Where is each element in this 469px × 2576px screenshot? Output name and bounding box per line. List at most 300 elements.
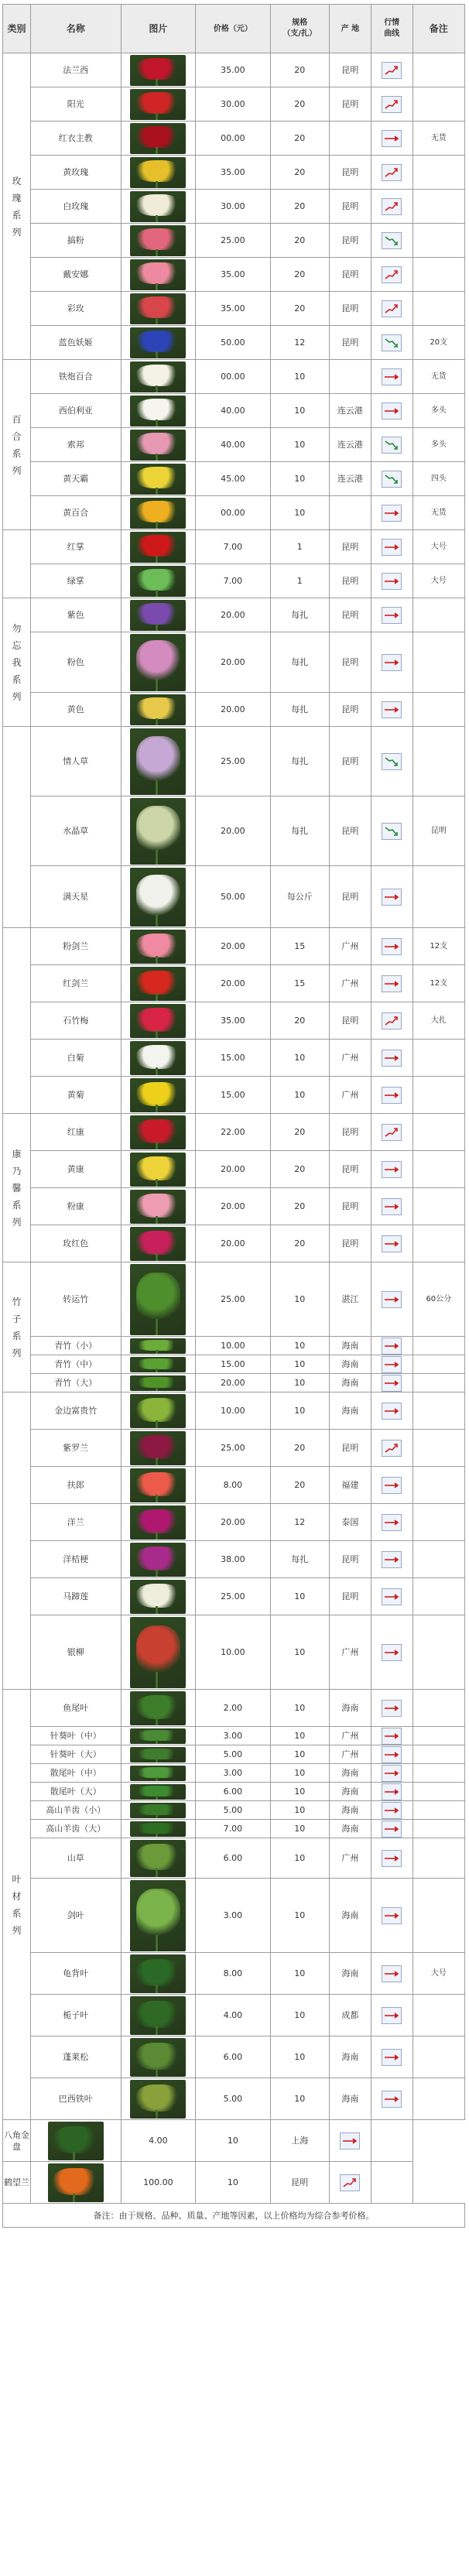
table-row: [3, 258, 465, 292]
flower-spec: 12: [270, 326, 329, 360]
flower-photo: [130, 464, 186, 495]
flower-photo-cell: [121, 598, 196, 632]
trend-flat-icon[interactable]: [382, 402, 402, 420]
flower-note: [413, 1114, 464, 1151]
flower-origin: 连云港: [329, 394, 371, 428]
flower-spec: 10: [270, 1355, 329, 1374]
table-row: [3, 1392, 465, 1430]
trend-flat-icon[interactable]: [382, 1802, 402, 1819]
flower-name: 情人草: [30, 727, 121, 796]
flower-price: 22.00: [196, 1114, 271, 1151]
trend-flat-icon[interactable]: [382, 2049, 402, 2066]
trend-flat-icon[interactable]: [382, 1087, 402, 1104]
flower-spec: 10: [270, 1879, 329, 1953]
trend-flat-icon[interactable]: [382, 1235, 402, 1252]
flower-note: [413, 292, 464, 326]
flower-note: [413, 693, 464, 727]
trend-flat-icon[interactable]: [382, 1050, 402, 1067]
trend-flat-icon[interactable]: [382, 2091, 402, 2108]
flower-photo: [130, 430, 186, 461]
trend-flat-icon[interactable]: [382, 1588, 402, 1605]
flower-note: [413, 1838, 464, 1879]
header-image: 图片: [121, 5, 196, 53]
trend-flat-icon[interactable]: [382, 1644, 402, 1661]
flower-photo: [130, 2080, 186, 2119]
table-row: [3, 1374, 465, 1392]
flower-spec: 10: [270, 428, 329, 462]
flower-name: 高山羊齿（大）: [30, 1820, 121, 1838]
flower-name: 黄百合: [30, 496, 121, 530]
category-cell: [3, 1114, 31, 1262]
flower-price: 38.00: [196, 1541, 271, 1578]
flower-price: 4.00: [121, 2120, 196, 2162]
trend-cell: [371, 224, 413, 258]
flower-photo-cell: [121, 1995, 196, 2036]
flower-spec: 12: [270, 1504, 329, 1541]
flower-photo-cell: [121, 1578, 196, 1615]
flower-note: [413, 1467, 464, 1504]
trend-cell: [371, 1727, 413, 1745]
flower-photo: [130, 1580, 186, 1614]
table-row: [3, 87, 465, 122]
flower-name: 铁炮百合: [30, 360, 121, 394]
flower-spec: 20: [270, 292, 329, 326]
flower-name: 红衣主教: [30, 122, 121, 156]
trend-flat-icon[interactable]: [382, 938, 402, 955]
flower-name: 蓬莱松: [30, 2036, 121, 2078]
flower-note: [413, 2036, 464, 2078]
table-row: [3, 1783, 465, 1801]
flower-name: 黄菊: [30, 1077, 121, 1114]
flower-spec: 10: [196, 2162, 271, 2204]
flower-spec: 每公斤: [270, 866, 329, 928]
table-row: [3, 394, 465, 428]
flower-note: [413, 1374, 464, 1392]
flower-name: 山草: [30, 1838, 121, 1879]
flower-spec: 20: [270, 1151, 329, 1188]
flower-origin: 昆明: [329, 326, 371, 360]
flower-photo-cell: [121, 360, 196, 394]
flower-price-table: [2, 4, 465, 2228]
flower-name: 剑叶: [30, 1879, 121, 1953]
flower-photo-cell: [121, 530, 196, 564]
table-row: [3, 1002, 465, 1040]
trend-up-icon[interactable]: [382, 1012, 402, 1029]
flower-photo-cell: [121, 462, 196, 496]
trend-flat-icon[interactable]: [382, 1514, 402, 1531]
table-row: [3, 156, 465, 190]
flower-name: 鹤望兰: [3, 2162, 31, 2204]
flower-photo-cell: [121, 693, 196, 727]
trend-up-icon[interactable]: [382, 1440, 402, 1457]
flower-photo-cell: [121, 2078, 196, 2120]
flower-price: 15.00: [196, 1040, 271, 1077]
flower-spec: 10: [270, 1995, 329, 2036]
trend-up-icon[interactable]: [382, 300, 402, 317]
trend-flat-icon[interactable]: [382, 573, 402, 590]
category-cell: [3, 1262, 31, 1392]
trend-flat-icon[interactable]: [382, 1850, 402, 1867]
flower-note: 四头: [413, 462, 464, 496]
flower-note: 多头: [413, 394, 464, 428]
flower-price: 00.00: [196, 122, 271, 156]
trend-flat-icon[interactable]: [382, 1907, 402, 1924]
trend-flat-icon[interactable]: [382, 975, 402, 992]
flower-note: [413, 53, 464, 87]
flower-note: [413, 1764, 464, 1783]
flower-origin: 昆明: [329, 632, 371, 693]
trend-down-icon[interactable]: [382, 823, 402, 840]
flower-photo: [130, 327, 186, 358]
flower-origin: 广州: [329, 1615, 371, 1690]
trend-flat-icon[interactable]: [382, 130, 402, 147]
flower-note: 20支: [413, 326, 464, 360]
flower-price: 35.00: [196, 292, 271, 326]
trend-flat-icon[interactable]: [382, 1161, 402, 1178]
flower-photo: [48, 2122, 104, 2160]
flower-name: 散尾叶（大）: [30, 1783, 121, 1801]
flower-origin: 广州: [329, 1838, 371, 1879]
trend-cell: [371, 122, 413, 156]
trend-down-icon[interactable]: [382, 753, 402, 770]
flower-spec: 10: [270, 1801, 329, 1820]
flower-price: 8.00: [196, 1467, 271, 1504]
trend-flat-icon[interactable]: [382, 1338, 402, 1355]
flower-spec: 10: [270, 1077, 329, 1114]
flower-note: [413, 156, 464, 190]
trend-flat-icon[interactable]: [382, 1700, 402, 1717]
trend-flat-icon[interactable]: [382, 1403, 402, 1420]
trend-down-icon[interactable]: [382, 471, 402, 488]
flower-photo: [130, 694, 186, 725]
trend-flat-icon[interactable]: [382, 505, 402, 522]
trend-flat-icon[interactable]: [382, 1821, 402, 1838]
table-row: [3, 796, 465, 866]
flower-price: 00.00: [196, 496, 271, 530]
trend-flat-icon[interactable]: [382, 1477, 402, 1494]
flower-origin: 昆明: [329, 866, 371, 928]
flower-price: 20.00: [196, 965, 271, 1002]
flower-note: 大号: [413, 1953, 464, 1995]
flower-origin: 广州: [329, 1745, 371, 1764]
flower-spec: 10: [270, 2078, 329, 2120]
flower-photo-cell: [121, 292, 196, 326]
flower-origin: 昆明: [270, 2162, 329, 2204]
flower-origin: 昆明: [329, 53, 371, 87]
flower-spec: 10: [270, 1764, 329, 1783]
flower-photo: [130, 1880, 186, 1951]
flower-note: 大号: [413, 530, 464, 564]
flower-name: 针葵叶（中）: [30, 1727, 121, 1745]
flower-photo: [130, 1821, 186, 1837]
trend-cell: [371, 1801, 413, 1820]
trend-down-icon[interactable]: [382, 437, 402, 454]
flower-photo-cell: [121, 1262, 196, 1337]
trend-cell: [371, 87, 413, 122]
flower-spec: 10: [270, 394, 329, 428]
flower-photo-cell: [121, 1820, 196, 1838]
table-row: [3, 1114, 465, 1151]
flower-note: [413, 1430, 464, 1467]
flower-name: 阳光: [30, 87, 121, 122]
flower-price: 20.00: [196, 1151, 271, 1188]
flower-price: 2.00: [196, 1690, 271, 1727]
category-label: 叶材系列: [12, 1873, 22, 1936]
flower-origin: 广州: [329, 928, 371, 965]
trend-up-icon[interactable]: [382, 266, 402, 283]
table-row: [3, 326, 465, 360]
trend-flat-icon[interactable]: [382, 2007, 402, 2024]
flower-spec: 10: [270, 1727, 329, 1745]
flower-photo-cell: [121, 1764, 196, 1783]
flower-note: 多头: [413, 428, 464, 462]
category-label: 康乃馨系列: [12, 1148, 22, 1228]
flower-price: 20.00: [196, 632, 271, 693]
flower-photo-cell: [121, 1188, 196, 1225]
trend-flat-icon[interactable]: [382, 1356, 402, 1373]
flower-price: 15.00: [196, 1077, 271, 1114]
table-row: [3, 598, 465, 632]
flower-spec: 20: [270, 122, 329, 156]
flower-photo: [130, 1954, 186, 1993]
flower-origin: 海南: [329, 1355, 371, 1374]
trend-flat-icon[interactable]: [382, 1746, 402, 1763]
trend-cell: [371, 1953, 413, 1995]
trend-flat-icon[interactable]: [340, 2132, 360, 2150]
flower-spec: 20: [270, 87, 329, 122]
flower-photo-cell: [121, 1225, 196, 1262]
header-spec: [270, 5, 329, 53]
flower-name: 紫罗兰: [30, 1430, 121, 1467]
flower-origin: 昆明: [329, 693, 371, 727]
flower-photo: [130, 1543, 186, 1577]
trend-up-icon[interactable]: [382, 62, 402, 79]
flower-photo: [130, 1227, 186, 1261]
flower-photo: [48, 2163, 104, 2202]
trend-flat-icon[interactable]: [382, 654, 402, 671]
trend-cell: [371, 1690, 413, 1727]
category-cell: [3, 727, 31, 928]
flower-origin: 海南: [329, 1337, 371, 1355]
flower-origin: 昆明: [329, 1225, 371, 1262]
flower-note: 12支: [413, 965, 464, 1002]
trend-flat-icon[interactable]: [382, 1375, 402, 1392]
flower-price: 20.00: [196, 1188, 271, 1225]
flower-origin: 上海: [270, 2120, 329, 2162]
flower-photo-cell: [121, 1467, 196, 1504]
flower-price: 20.00: [196, 1504, 271, 1541]
trend-cell: [371, 866, 413, 928]
table-row: [3, 360, 465, 394]
flower-price: 5.00: [196, 2078, 271, 2120]
trend-down-icon[interactable]: [382, 232, 402, 249]
flower-photo-cell: [121, 190, 196, 224]
trend-cell: [329, 2162, 371, 2204]
flower-name: 洋桔梗: [30, 1541, 121, 1578]
flower-price: 00.00: [196, 360, 271, 394]
table-row: [3, 1188, 465, 1225]
flower-price: 6.00: [196, 1838, 271, 1879]
table-row: [3, 1838, 465, 1879]
trend-cell: [371, 1467, 413, 1504]
flower-note: [413, 598, 464, 632]
trend-flat-icon[interactable]: [382, 889, 402, 906]
flower-note: [371, 2162, 413, 2204]
flower-photo: [130, 1394, 186, 1428]
flower-photo-cell: [121, 1838, 196, 1879]
header-category: 类别: [3, 5, 31, 53]
flower-photo: [130, 2038, 186, 2077]
flower-name: 扶郎: [30, 1467, 121, 1504]
flower-spec: 10: [270, 462, 329, 496]
flower-photo-cell: [121, 1355, 196, 1374]
header-note: 备注: [413, 5, 464, 53]
flower-photo: [130, 1996, 186, 2035]
flower-photo-cell: [121, 1374, 196, 1392]
flower-price: 25.00: [196, 1578, 271, 1615]
flower-photo-cell: [121, 1114, 196, 1151]
trend-cell: [371, 190, 413, 224]
flower-photo-cell: [121, 326, 196, 360]
flower-spec: 20: [270, 53, 329, 87]
trend-cell: [371, 1430, 413, 1467]
flower-name: 高山羊齿（小）: [30, 1801, 121, 1820]
flower-photo: [130, 798, 186, 865]
trend-flat-icon[interactable]: [382, 1551, 402, 1568]
trend-up-icon[interactable]: [382, 164, 402, 181]
trend-flat-icon[interactable]: [382, 1965, 402, 1982]
trend-cell: [371, 1077, 413, 1114]
flower-origin: 昆明: [329, 1188, 371, 1225]
flower-price: 35.00: [196, 156, 271, 190]
trend-up-icon[interactable]: [340, 2174, 360, 2191]
flower-spec: 10: [270, 1392, 329, 1430]
flower-origin: 湛江: [329, 1262, 371, 1337]
flower-origin: 连云港: [329, 462, 371, 496]
flower-note: [413, 1355, 464, 1374]
trend-cell: [371, 796, 413, 866]
flower-origin: 海南: [329, 1764, 371, 1783]
flower-price: 8.00: [196, 1953, 271, 1995]
flower-spec: 20: [270, 1467, 329, 1504]
trend-cell: [371, 2078, 413, 2120]
trend-cell: [371, 1355, 413, 1374]
flower-photo: [130, 600, 186, 631]
flower-note: [413, 1783, 464, 1801]
flower-photo: [130, 1041, 186, 1075]
flower-photo: [130, 1784, 186, 1800]
flower-price: 25.00: [196, 1262, 271, 1337]
trend-flat-icon[interactable]: [382, 368, 402, 385]
flower-photo: [130, 930, 186, 964]
trend-down-icon[interactable]: [382, 334, 402, 351]
flower-photo: [130, 1078, 186, 1112]
trend-flat-icon[interactable]: [382, 1765, 402, 1782]
flower-name: 巴西铁叶: [30, 2078, 121, 2120]
flower-name: 粉康: [30, 1188, 121, 1225]
flower-note: [413, 1801, 464, 1820]
table-row: [3, 224, 465, 258]
trend-flat-icon[interactable]: [382, 607, 402, 624]
table-row: [3, 1225, 465, 1262]
flower-photo: [130, 1264, 186, 1335]
flower-photo: [130, 89, 186, 120]
trend-flat-icon[interactable]: [382, 1291, 402, 1308]
trend-cell: [371, 564, 413, 598]
flower-origin: 昆明: [329, 258, 371, 292]
flower-origin: 海南: [329, 1783, 371, 1801]
trend-flat-icon[interactable]: [382, 539, 402, 556]
trend-cell: [371, 1783, 413, 1801]
flower-spec: 10: [270, 360, 329, 394]
trend-flat-icon[interactable]: [382, 701, 402, 718]
table-row: [3, 928, 465, 965]
flower-photo: [130, 1840, 186, 1877]
flower-photo-cell: [121, 394, 196, 428]
trend-cell: [371, 1040, 413, 1077]
flower-origin: 昆明: [329, 1151, 371, 1188]
flower-spec: 15: [270, 965, 329, 1002]
flower-note: 无货: [413, 122, 464, 156]
flower-name: 白菊: [30, 1040, 121, 1077]
flower-photo-cell: [121, 1953, 196, 1995]
trend-cell: [371, 928, 413, 965]
table-row: [3, 462, 465, 496]
trend-up-icon[interactable]: [382, 1124, 402, 1141]
flower-price: 7.00: [196, 564, 271, 598]
trend-flat-icon[interactable]: [382, 1783, 402, 1800]
flower-name: 青竹（大）: [30, 1374, 121, 1392]
flower-note: [413, 224, 464, 258]
flower-name: 转运竹: [30, 1262, 121, 1337]
flower-origin: 昆明: [329, 190, 371, 224]
flower-spec: 10: [270, 1820, 329, 1838]
flower-price: 6.00: [196, 2036, 271, 2078]
table-row: [3, 1820, 465, 1838]
trend-up-icon[interactable]: [382, 198, 402, 215]
flower-photo: [130, 1766, 186, 1781]
header-trend: [371, 5, 413, 53]
flower-note: [413, 1225, 464, 1262]
trend-cell: [371, 1262, 413, 1337]
trend-up-icon[interactable]: [382, 96, 402, 113]
flower-photo-cell: [121, 156, 196, 190]
table-row: [3, 2162, 465, 2204]
header-trend-line1: 行情: [384, 19, 400, 27]
flower-name: 黄康: [30, 1151, 121, 1188]
table-row: [3, 1727, 465, 1745]
trend-cell: [371, 1002, 413, 1040]
flower-photo: [130, 1728, 186, 1744]
flower-photo-cell: [121, 1879, 196, 1953]
flower-name: 针葵叶（大）: [30, 1745, 121, 1764]
flower-photo-cell: [121, 928, 196, 965]
trend-flat-icon[interactable]: [382, 1198, 402, 1215]
flower-photo-cell: [121, 564, 196, 598]
flower-photo-cell: [121, 87, 196, 122]
flower-price: 100.00: [121, 2162, 196, 2204]
flower-price: 25.00: [196, 224, 271, 258]
table-row: [3, 292, 465, 326]
table-row: [3, 2120, 465, 2162]
trend-cell: [371, 1374, 413, 1392]
trend-flat-icon[interactable]: [382, 1728, 402, 1745]
flower-spec: 每扎: [270, 727, 329, 796]
flower-name: 蓝色妖姬: [30, 326, 121, 360]
flower-note: 12支: [413, 928, 464, 965]
category-label: 竹子系列: [12, 1296, 22, 1358]
flower-photo-cell: [121, 632, 196, 693]
